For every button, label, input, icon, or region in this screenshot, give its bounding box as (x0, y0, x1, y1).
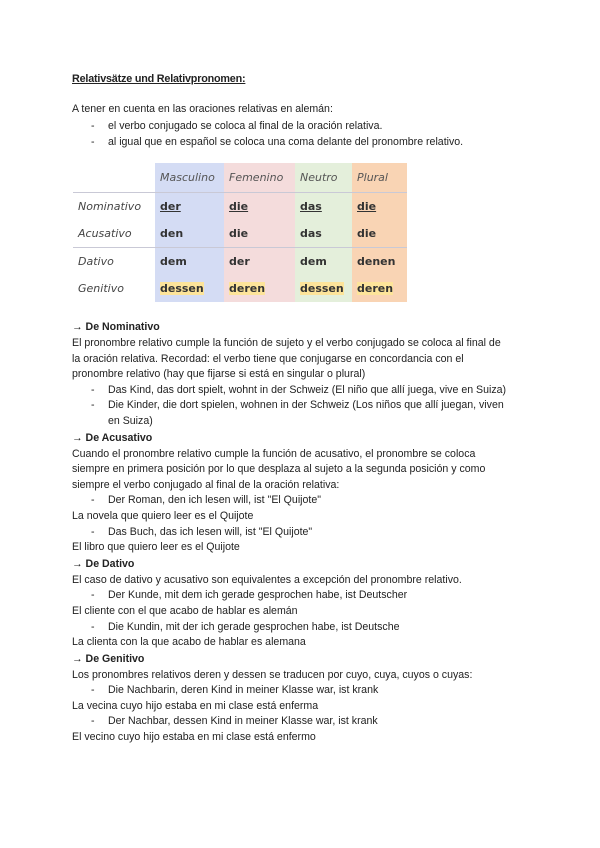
dash: - (91, 525, 95, 538)
table-cell (352, 275, 407, 302)
pronoun: denen (357, 255, 396, 268)
paragraph-line: siempre en primera posición por lo que desplaza al sujeto a la segunda posición y como (72, 463, 486, 476)
table-cell (295, 275, 352, 302)
paragraph-line: siempre el verbo conjugado al final de la oración relativa: (72, 478, 340, 491)
table-cell (295, 193, 352, 221)
column-header: Plural (352, 163, 407, 193)
pronoun: deren (357, 282, 394, 295)
bullet-text: Die Nachbarin, deren Kind in meiner Klasse war, ist krank (108, 684, 379, 697)
document-title: Relativsätze und Relativpronomen: (72, 73, 246, 85)
content-flow (72, 319, 506, 746)
dash: - (91, 399, 95, 412)
table-cell (224, 220, 295, 248)
dash: - (91, 620, 95, 633)
dash: - (91, 119, 95, 132)
table-cell (155, 220, 224, 248)
table-cell (295, 248, 352, 276)
table-cell (155, 193, 224, 221)
example-bullet (72, 493, 506, 509)
example-bullet (72, 683, 506, 699)
table-cell (295, 220, 352, 248)
example-bullet (72, 714, 506, 730)
pronoun: das (300, 227, 322, 240)
pronoun: deren (229, 282, 266, 295)
bullet-text: al igual que en español se coloca una coma delante del pronombre relativo. (108, 136, 464, 148)
table-row (73, 248, 407, 276)
table-cell (224, 193, 295, 221)
section-heading: → De Nominativo (72, 321, 160, 333)
example-bullet (72, 620, 506, 636)
paragraph-line: la oración relativa. Recordad: el verbo tiene que conjugarse en concordancia con el (72, 352, 464, 365)
corner-cell (73, 163, 155, 193)
pronoun: der (229, 255, 250, 268)
pronoun: die (357, 200, 377, 213)
bullet-text: Die Kundin, mit der ich gerade gesprochen habe, ist Deutsche (108, 620, 400, 633)
column-header: Femenino (224, 163, 295, 193)
section-heading: → De Dativo (72, 557, 135, 570)
section-heading: → De Genitivo (72, 652, 145, 665)
table-header-row (73, 163, 407, 193)
paragraph-line: El caso de dativo y acusativo son equivalentes a excepción del pronombre relativo. (72, 573, 462, 586)
pronoun: der (160, 200, 181, 213)
pronoun: den (160, 227, 184, 240)
pronoun: dem (300, 255, 327, 268)
column-header: Masculino (155, 163, 224, 193)
intro-bullet (72, 118, 463, 135)
paragraph-line: pronombre relativo (hay que fijarse si está en singular o plural) (72, 368, 366, 381)
bullet-text: Das Kind, das dort spielt, wohnt in der Schweiz (El niño que allí juega, vive en Suiza) (108, 383, 507, 396)
pronoun: dem (160, 255, 187, 268)
paragraph-line: La clienta con la que acabo de hablar es alemana (72, 636, 306, 649)
table-cell (352, 220, 407, 248)
intro-text: A tener en cuenta en las oraciones relativas en alemán: (72, 103, 333, 115)
bullet-text: Der Roman, den ich lesen will, ist "El Quijote" (108, 494, 322, 507)
dash: - (91, 383, 95, 396)
pronoun: die (229, 227, 249, 240)
dash: - (91, 715, 95, 728)
column-header: Neutro (295, 163, 352, 193)
intro-bullet (72, 134, 463, 151)
pronoun-table (73, 163, 407, 302)
paragraph-line: El cliente con el que acabo de hablar es alemán (72, 604, 298, 617)
bullet-text: Der Kunde, mit dem ich gerade gesprochen habe, ist Deutscher (108, 589, 408, 602)
example-bullet (72, 525, 506, 541)
bullet-continuation: en Suiza) (108, 414, 153, 427)
paragraph-line: Cuando el pronombre relativo cumple la función de acusativo, el pronombre se coloca (72, 447, 476, 460)
dash: - (91, 494, 95, 507)
row-label: Nominativo (78, 200, 142, 213)
bullet-text: Die Kinder, die dort spielen, wohnen in der Schweiz (Los niños que allí juegan, viven (108, 399, 504, 412)
table-cell (224, 275, 295, 302)
dash: - (91, 684, 95, 697)
table-row (73, 275, 407, 302)
bullet-text: el verbo conjugado se coloca al final de la oración relativa. (108, 119, 383, 132)
row-label: Genitivo (78, 282, 124, 295)
pronoun: die (357, 227, 377, 240)
paragraph-line: El pronombre relativo cumple la función de sujeto y el verbo conjugado se coloca al final de (72, 337, 501, 349)
example-bullet (72, 383, 506, 399)
paragraph-line: Los pronombres relativos deren y dessen se traducen por cuyo, cuya, cuyos o cuyas: (72, 668, 473, 681)
dash: - (91, 589, 95, 602)
paragraph-line: El vecino cuyo hijo estaba en mi clase está enfermo (72, 731, 316, 744)
section-heading: → De Acusativo (72, 431, 153, 444)
paragraph-line: La novela que quiero leer es el Quijote (72, 509, 254, 522)
table-cell (224, 248, 295, 276)
bullet-text: Das Buch, das ich lesen will, ist "El Quijote" (108, 525, 313, 538)
dash: - (91, 136, 95, 148)
example-bullet (72, 398, 506, 414)
row-label: Dativo (78, 255, 114, 268)
table-cell (352, 193, 407, 221)
bullet-text: Der Nachbar, dessen Kind in meiner Klasse war, ist krank (108, 715, 378, 728)
pronoun: dessen (160, 282, 204, 295)
pronoun: dessen (300, 282, 344, 295)
paragraph-line: La vecina cuyo hijo estaba en mi clase está enferma (72, 699, 319, 712)
table-cell (352, 248, 407, 276)
table-cell (155, 248, 224, 276)
paragraph-line: El libro que quiero leer es el Quijote (72, 541, 240, 554)
table-row (73, 193, 407, 221)
intro (72, 101, 463, 151)
row-label: Acusativo (73, 220, 155, 248)
pronoun: die (229, 200, 249, 213)
pronoun: das (300, 200, 322, 213)
example-bullet (72, 588, 506, 604)
table-cell (155, 275, 224, 302)
table-row (73, 220, 407, 248)
